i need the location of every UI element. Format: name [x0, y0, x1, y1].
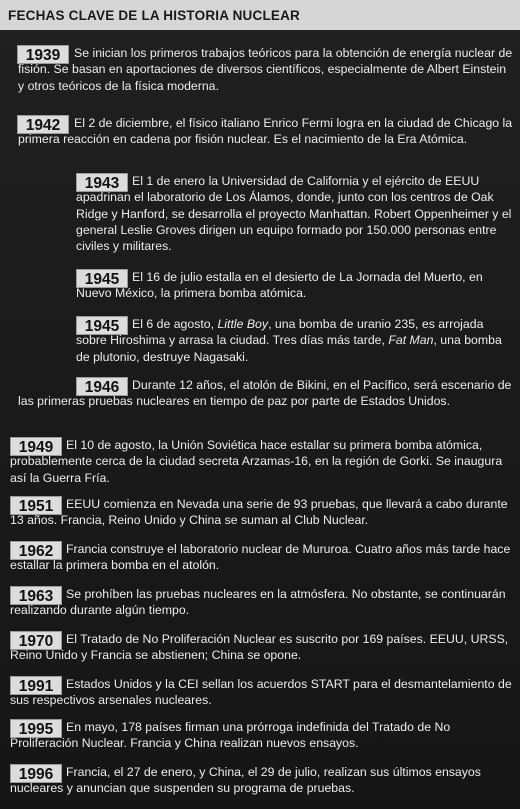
year-badge: 1945 [76, 269, 128, 288]
entry-text-part: El 6 de agosto, [132, 317, 218, 331]
year-badge: 1970 [10, 631, 62, 650]
entry-text: EEUU comienza en Nevada una serie de 93 pruebas, que llevará a cabo durante 13 años. Francia, Reino Unido y China se suman al Club Nuclear. [10, 497, 508, 528]
entry-text: Francia construye el laboratorio nuclear de Mururoa. Cuatro años más tarde hace estallar la primera bomba en el atolón. [10, 542, 511, 573]
year-badge: 1939 [17, 45, 69, 64]
year-badge: 1943 [76, 173, 128, 192]
year-badge: 1942 [17, 115, 69, 134]
year-badge: 1949 [10, 437, 62, 456]
entry-text: En mayo, 178 países firman una prórroga indefinida del Tratado de No Proliferación Nuclear. Francia y China realizan nuevos ensayos. [10, 720, 451, 751]
entry-text: El 1 de enero la Universidad de California y el ejército de EEUU apadrinan el laboratorio de Los Álamos, donde, junto con los centros de Oak Ridge y Hanford, se desarrolla el proyecto Manhattan. Robert Oppenheimer y el general Leslie Groves dirigen un equipo formado por 150.000 personas entre civiles y militares. [76, 174, 512, 254]
entry-text: El 16 de julio estalla en el desierto de La Jornada del Muerto, en Nuevo México, la primera bomba atómica. [76, 270, 483, 301]
entry-text: Se prohíben las pruebas nucleares en la atmósfera. No obstante, se continuarán realizando durante algún tiempo. [10, 587, 506, 618]
entry-text [76, 316, 514, 365]
year-badge: 1963 [10, 586, 62, 605]
entry-text: Estados Unidos y la CEI sellan los acuerdos START para el desmantelamiento de sus respectivos arsenales nucleares. [10, 677, 512, 708]
entry-text-italic: Little Boy [217, 317, 269, 331]
entry-text-part: , una bomba de plutonio, destruye Nagasaki. [76, 333, 502, 364]
entry-text-part: , una bomba de uranio 235, es arrojada sobre Hiroshima y arrasa la ciudad. Tres días más tarde, [76, 317, 484, 348]
entry-text-italic: Fat Man [388, 333, 434, 348]
year-badge: 1962 [10, 541, 62, 560]
entry-text: Francia, el 27 de enero, y China, el 29 de julio, realizan sus últimos ensayos nucleares y anuncian que suspenden su programa de pruebas. [10, 765, 481, 796]
entry-text: Se inician los primeros trabajos teóricos para la obtención de energía nuclear de fisión. Se basan en aportaciones de diversos científicos, especialmente de Albert Einstein y otros teóricos de la física moderna. [18, 46, 513, 93]
entry-text: El 2 de diciembre, el físico italiano Enrico Fermi logra en la ciudad de Chicago la primera reacción en cadena por fisión nuclear. Es el nacimiento de la Era Atómica. [18, 116, 513, 147]
year-badge: 1951 [10, 496, 62, 515]
page-title: FECHAS CLAVE DE LA HISTORIA NUCLEAR [8, 8, 301, 23]
year-badge: 1995 [10, 719, 62, 738]
header-bar [0, 0, 520, 30]
year-badge: 1946 [76, 377, 128, 396]
year-badge: 1945 [76, 316, 128, 335]
entry-text: El 10 de agosto, la Unión Soviética hace estallar su primera bomba atómica, probablemente cerca de la ciudad secreta Arzamas-16, en la región de Gorki. Se inaugura así la Guerra Fría. [10, 438, 503, 485]
entry-text: El Tratado de No Proliferación Nuclear es suscrito por 169 países. EEUU, URSS, Reino Unido y Francia se abstienen; China se opone. [10, 632, 509, 663]
entry-text: Durante 12 años, el atolón de Bikini, en el Pacífico, será escenario de las primeras pruebas nucleares en tiempo de paz por parte de Estados Unidos. [18, 378, 512, 409]
year-badge: 1996 [10, 764, 62, 783]
year-badge: 1991 [10, 676, 62, 695]
